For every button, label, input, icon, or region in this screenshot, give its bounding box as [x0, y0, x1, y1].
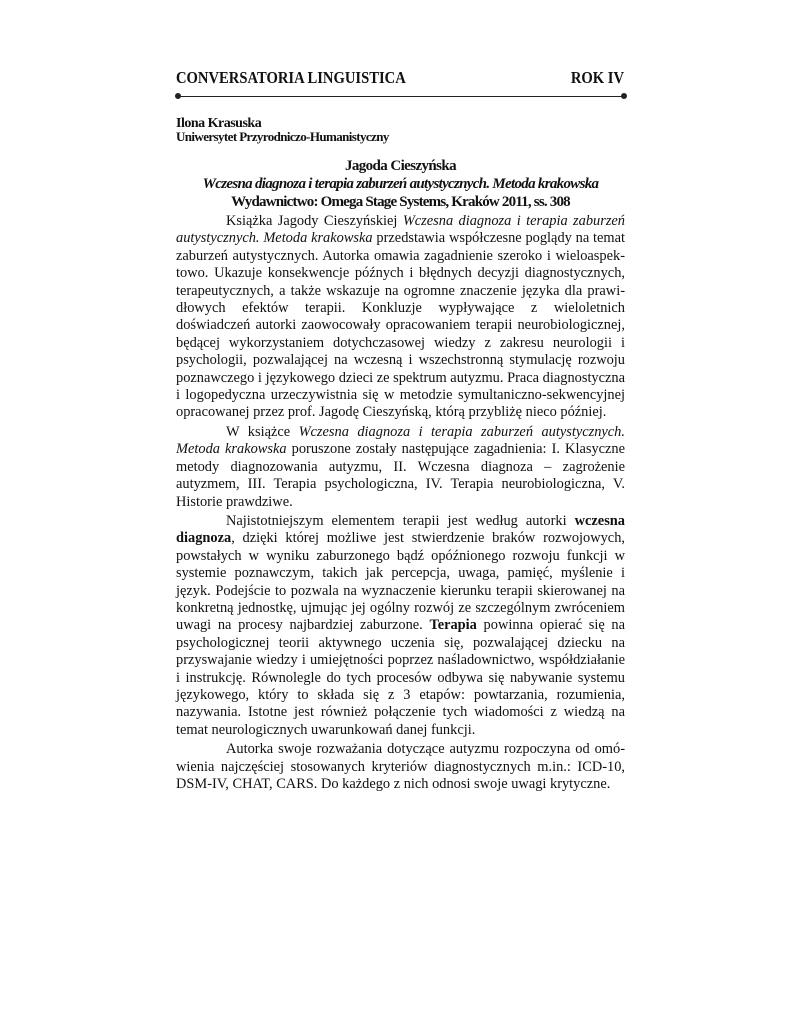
- p3-bold-diagnosis: wczesna diagnoza: [176, 512, 625, 547]
- journal-year: ROK IV: [570, 68, 625, 87]
- review-body: [176, 213, 625, 795]
- paragraph-2: [176, 424, 625, 511]
- p2-text-c: poruszone zostały następujące zagadnienia: I. Klasyczne metody diagnozowania autyzmu, II. Wczesna diagnoza – zagrożenie autyzmem, III. Terapia psychologiczna, IV. Terapia neurobiologiczna, V. Historie prawdziwe.: [176, 441, 625, 510]
- p1-text-c: przedstawia współczesne poglądy na temat zaburzeń autystycznych. Autorka omawia zagadnienie szeroko i wieloaspektowo. Ukazuje konsekwencje późnych i błędnych decyzji diagnostycznych, terapeutycznych, a także wskazuje na ogromne znaczenie języka dla prawidłowych efektów terapii. Konkluzje wypływające z wieloletnich doświadczeń autorki zaowocowały opracowaniem terapii neurobiologicznej, będącej wykorzystaniem dotychczasowej wiedzy z zakresu neurologii i psychologii, pozwalającej na wczesną i wszechstronną stymulację rozwoju poznawczego i językowego dzieci ze spektrum autyzmu. Praca diagnostyczna i logopedyczna urzeczywistnia się w metodzie symultaniczno-sekwencyjnej opracowanej przez prof. Jagodę Cieszyńską, którą przybliżę nieco później.: [176, 230, 625, 421]
- paragraph-1: [176, 213, 625, 422]
- rule-dot-left: [175, 93, 181, 99]
- paragraph-4: Autorka swoje rozważania dotyczące autyzmu rozpoczyna od omówienia najczęściej stosowanych kryteriów diagnostycznych m.in.: ICD-10, DSM-IV, CHAT, CARS. Do każdego z nich odnosi swoje uwagi krytyczne.: [176, 741, 625, 792]
- reviewer-name: Ilona Krasuska: [176, 116, 262, 131]
- p2-text-a: W książce: [226, 423, 299, 440]
- p3-text-c: , dzięki której możliwe jest stwierdzenie braków rozwojowych, powstałych w wyniku zaburzonego bądź opóźnionego rozwoju funkcji w systemie poznawczym, takich jak percepcja, uwaga, pamięć, myślenie i język. Podejście to pozwala na wyznaczenie kierunku terapii skierowanej na konkretną jednostkę, ujmując jej ogólny rozwój ze szczególnym zwróceniem uwagi na procesy najbardziej zaburzone.: [176, 530, 625, 634]
- reviewer-affiliation: Uniwersytet Przyrodniczo-Humanistyczny: [176, 129, 389, 144]
- book-title: Wczesna diagnoza i terapia zaburzeń autystycznych. Metoda krakowska: [202, 176, 599, 192]
- running-header: [176, 68, 625, 90]
- book-author: Jagoda Cieszyńska: [344, 158, 457, 174]
- journal-title: CONVERSATORIA LINGUISTICA: [176, 68, 406, 87]
- p3-bold-therapy: Terapia: [429, 617, 477, 634]
- reviewed-book-heading: [176, 157, 625, 211]
- p1-book-title: Wczesna diagnoza i terapia zaburzeń autystycznych. Metoda krakowska: [176, 213, 625, 247]
- paragraph-3: [176, 513, 625, 739]
- header-rule: [178, 96, 624, 97]
- p3-text-e: powinna opierać się na psychologicznej teorii aktywnego uczenia się, pozwalającej dziecku na przyswajanie wiedzy i umiejętności poprzez naśladownictwo, współdziałanie i instrukcję. Równolegle do tych procesów odbywa się nabywanie systemu językowego, który to składa się z 3 etapów: powtarzania, rozumienia, nazywania. Istotne jest również połączenie tych wiadomości z wiedzą na temat neurologicznych uwarunkowań danej funkcji.: [176, 617, 625, 738]
- p3-text-a: Najistotniejszym elementem terapii jest według autorki: [226, 512, 575, 529]
- p1-text-a: Książka Jagody Cieszyńskiej: [226, 213, 403, 229]
- book-publisher: Wydawnictwo: Omega Stage Systems, Kraków 2011, ss. 308: [231, 194, 570, 210]
- p2-book-title: Wczesna diagnoza i terapia zaburzeń autystycznych. Metoda krakowska: [176, 423, 625, 458]
- rule-dot-right: [621, 93, 627, 99]
